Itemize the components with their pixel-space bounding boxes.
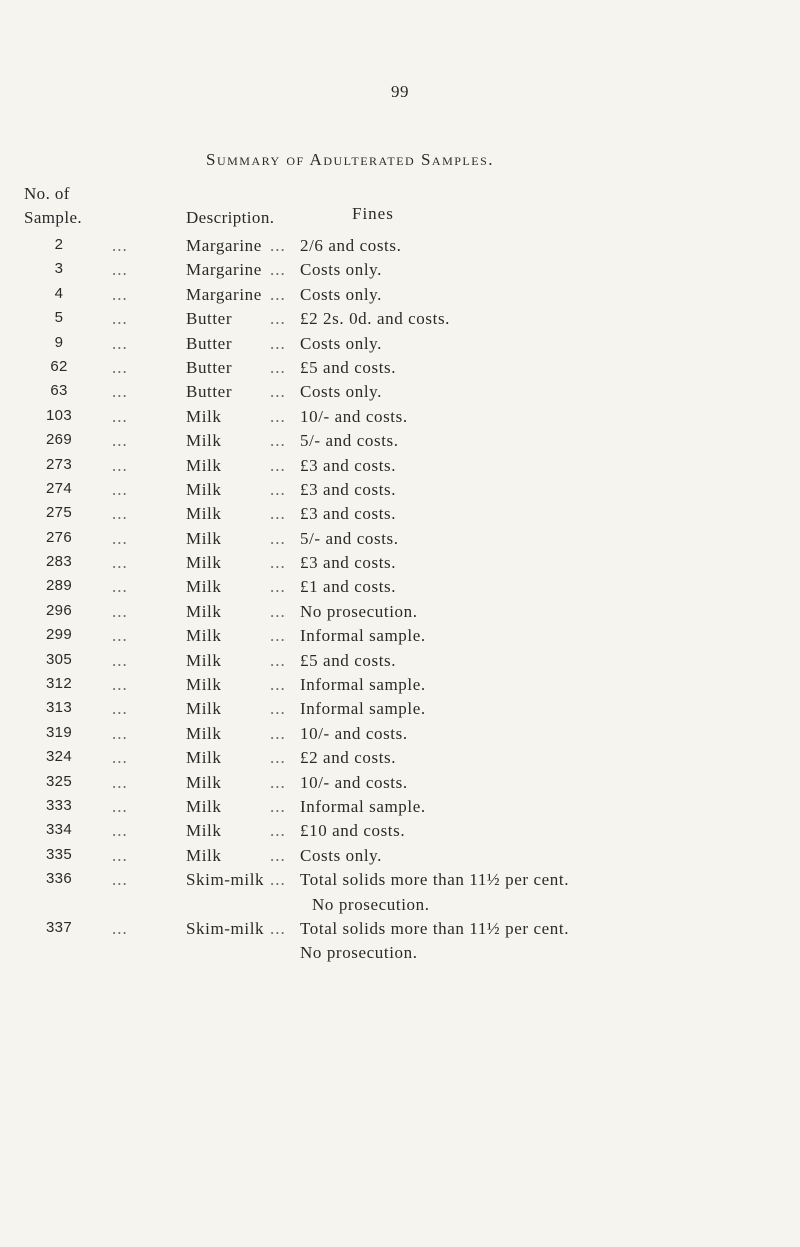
dot-leader: ... — [270, 626, 286, 646]
table-row — [0, 504, 800, 528]
table-row — [0, 529, 800, 553]
sample-fines: Informal sample. — [300, 796, 426, 816]
sample-number: 103 — [46, 406, 72, 424]
dot-leader: ... — [112, 772, 128, 792]
dot-leader: ... — [270, 236, 286, 255]
sample-description: Butter — [186, 333, 233, 353]
table-row — [0, 797, 800, 821]
table-row — [0, 285, 800, 309]
sample-fines: £3 and costs. — [300, 504, 397, 524]
sample-number: 335 — [46, 845, 72, 863]
dot-leader: ... — [270, 333, 286, 353]
dot-leader: ... — [112, 284, 128, 304]
table-row — [0, 602, 800, 626]
dot-leader: ... — [270, 845, 286, 865]
dot-leader: ... — [112, 821, 128, 841]
sample-fines: Costs only. — [300, 260, 383, 280]
table-row — [0, 699, 800, 723]
dot-leader: ... — [270, 553, 286, 573]
dot-leader: ... — [270, 260, 286, 280]
sample-number: 3 — [54, 260, 64, 278]
sample-number: 5 — [54, 309, 64, 327]
table-row — [0, 480, 800, 504]
dot-leader: ... — [112, 577, 128, 597]
sample-description: Skim-milk — [186, 870, 265, 890]
table-row — [0, 773, 800, 797]
sample-fines: 5/- and costs. — [300, 431, 399, 451]
dot-leader: ... — [270, 528, 286, 548]
sample-description: Milk — [186, 723, 222, 743]
table-row — [0, 675, 800, 699]
dot-leader: ... — [270, 479, 286, 499]
sample-description: Milk — [186, 577, 222, 597]
sample-description: Milk — [186, 845, 222, 865]
dot-leader: ... — [112, 382, 128, 402]
sample-fines: £5 and costs. — [300, 650, 397, 670]
sample-description: Milk — [186, 528, 222, 548]
sample-fines: £3 and costs. — [300, 479, 397, 499]
sample-number: 276 — [46, 528, 72, 546]
sample-fines: 10/- and costs. — [300, 723, 408, 743]
table-row — [0, 334, 800, 358]
dot-leader: ... — [270, 382, 286, 402]
dot-leader: ... — [270, 821, 286, 841]
table-row-continuation — [0, 943, 800, 967]
header-sample-no-line2: Sample. — [24, 208, 83, 227]
sample-fines: £1 and costs. — [300, 577, 397, 597]
table-row — [0, 651, 800, 675]
sample-fines: Informal sample. — [300, 626, 426, 646]
sample-description: Milk — [186, 699, 222, 719]
dot-leader: ... — [112, 723, 128, 743]
sample-number: 283 — [46, 553, 72, 571]
dot-leader: ... — [270, 748, 286, 768]
dot-leader: ... — [270, 431, 286, 451]
dot-leader: ... — [112, 870, 128, 890]
sample-description: Butter — [186, 382, 233, 402]
dot-leader: ... — [270, 577, 286, 597]
table-row-continuation — [0, 895, 800, 919]
page-title: Summary of Adulterated Samples. — [206, 150, 494, 169]
sample-description: Milk — [186, 796, 222, 816]
dot-leader: ... — [112, 675, 128, 695]
sample-number: 63 — [50, 382, 68, 400]
sample-number: 62 — [50, 357, 68, 375]
dot-leader: ... — [270, 455, 286, 475]
sample-number: 325 — [46, 772, 72, 790]
sample-description: Milk — [186, 626, 222, 646]
sample-number: 305 — [46, 650, 72, 668]
samples-table — [0, 236, 800, 968]
table-row — [0, 821, 800, 845]
header-fines: Fines — [352, 204, 394, 223]
dot-leader: ... — [112, 504, 128, 524]
dot-leader: ... — [112, 528, 128, 548]
dot-leader: ... — [112, 601, 128, 621]
sample-description: Margarine — [186, 236, 262, 255]
sample-fines: £2 2s. 0d. and costs. — [300, 309, 451, 329]
sample-number: 289 — [46, 577, 72, 595]
sample-fines: No prosecution. — [300, 601, 418, 621]
sample-number: 275 — [46, 504, 72, 522]
table-row — [0, 870, 800, 894]
dot-leader: ... — [112, 260, 128, 280]
table-row — [0, 309, 800, 333]
sample-fines: Costs only. — [300, 284, 383, 304]
sample-fines-continued: No prosecution. — [312, 894, 430, 914]
sample-number: 336 — [46, 870, 72, 888]
dot-leader: ... — [270, 357, 286, 377]
table-row — [0, 236, 800, 260]
dot-leader: ... — [112, 796, 128, 816]
sample-fines: Total solids more than 11½ per cent. — [300, 918, 570, 938]
dot-leader: ... — [112, 918, 128, 938]
sample-description: Milk — [186, 601, 222, 621]
sample-fines: £10 and costs. — [300, 821, 406, 841]
dot-leader: ... — [112, 455, 128, 475]
sample-description: Butter — [186, 309, 233, 329]
dot-leader: ... — [270, 284, 286, 304]
sample-number: 319 — [46, 723, 72, 741]
dot-leader: ... — [112, 845, 128, 865]
dot-leader: ... — [112, 553, 128, 573]
table-row — [0, 577, 800, 601]
sample-description: Milk — [186, 748, 222, 768]
table-row — [0, 358, 800, 382]
sample-fines: £5 and costs. — [300, 357, 397, 377]
sample-fines: £3 and costs. — [300, 455, 397, 475]
table-row — [0, 382, 800, 406]
table-row — [0, 626, 800, 650]
dot-leader: ... — [112, 626, 128, 646]
table-row — [0, 431, 800, 455]
dot-leader: ... — [112, 748, 128, 768]
dot-leader: ... — [112, 479, 128, 499]
sample-description: Milk — [186, 406, 222, 426]
sample-fines: £2 and costs. — [300, 748, 397, 768]
sample-description: Milk — [186, 553, 222, 573]
sample-number: 299 — [46, 626, 72, 644]
dot-leader: ... — [270, 406, 286, 426]
dot-leader: ... — [270, 723, 286, 743]
dot-leader: ... — [270, 772, 286, 792]
sample-description: Butter — [186, 357, 233, 377]
sample-number: 337 — [46, 918, 72, 936]
table-row — [0, 846, 800, 870]
sample-fines: Costs only. — [300, 845, 383, 865]
dot-leader: ... — [112, 357, 128, 377]
sample-description: Milk — [186, 431, 222, 451]
page-number: 99 — [391, 82, 409, 101]
dot-leader: ... — [270, 650, 286, 670]
dot-leader: ... — [270, 504, 286, 524]
sample-description: Milk — [186, 479, 222, 499]
sample-number: 324 — [46, 748, 72, 766]
dot-leader: ... — [112, 650, 128, 670]
sample-fines: Informal sample. — [300, 675, 426, 695]
table-row — [0, 724, 800, 748]
dot-leader: ... — [270, 675, 286, 695]
sample-description: Milk — [186, 772, 222, 792]
dot-leader: ... — [112, 333, 128, 353]
sample-number: 2 — [54, 236, 64, 253]
sample-description: Milk — [186, 504, 222, 524]
table-row — [0, 748, 800, 772]
sample-number: 334 — [46, 821, 72, 839]
sample-fines-continued: No prosecution. — [300, 943, 418, 963]
sample-number: 9 — [54, 333, 64, 351]
sample-description: Margarine — [186, 260, 262, 280]
header-description: Description. — [186, 208, 275, 227]
sample-fines: Total solids more than 11½ per cent. — [300, 870, 570, 890]
sample-number: 273 — [46, 455, 72, 473]
sample-number: 312 — [46, 675, 72, 693]
sample-description: Milk — [186, 821, 222, 841]
dot-leader: ... — [112, 699, 128, 719]
dot-leader: ... — [270, 309, 286, 329]
sample-description: Milk — [186, 675, 222, 695]
sample-fines: 10/- and costs. — [300, 772, 408, 792]
sample-description: Milk — [186, 650, 222, 670]
sample-fines: Costs only. — [300, 333, 383, 353]
sample-number: 333 — [46, 796, 72, 814]
table-row — [0, 919, 800, 943]
sample-fines: Costs only. — [300, 382, 383, 402]
table-row — [0, 260, 800, 284]
header-sample-no-line1: No. of — [24, 184, 70, 203]
sample-fines: £3 and costs. — [300, 553, 397, 573]
table-row — [0, 407, 800, 431]
sample-description: Skim-milk — [186, 918, 265, 938]
sample-fines: 5/- and costs. — [300, 528, 399, 548]
dot-leader: ... — [270, 601, 286, 621]
dot-leader: ... — [112, 309, 128, 329]
sample-fines: 10/- and costs. — [300, 406, 408, 426]
table-row — [0, 553, 800, 577]
sample-description: Milk — [186, 455, 222, 475]
sample-number: 296 — [46, 601, 72, 619]
dot-leader: ... — [112, 431, 128, 451]
sample-number: 269 — [46, 431, 72, 449]
dot-leader: ... — [270, 918, 286, 938]
dot-leader: ... — [112, 406, 128, 426]
dot-leader: ... — [270, 870, 286, 890]
dot-leader: ... — [270, 699, 286, 719]
sample-description: Margarine — [186, 284, 262, 304]
sample-fines: 2/6 and costs. — [300, 236, 402, 255]
sample-number: 313 — [46, 699, 72, 717]
dot-leader: ... — [112, 236, 128, 255]
sample-fines: Informal sample. — [300, 699, 426, 719]
sample-number: 4 — [54, 284, 64, 302]
dot-leader: ... — [270, 796, 286, 816]
sample-number: 274 — [46, 479, 72, 497]
table-row — [0, 456, 800, 480]
